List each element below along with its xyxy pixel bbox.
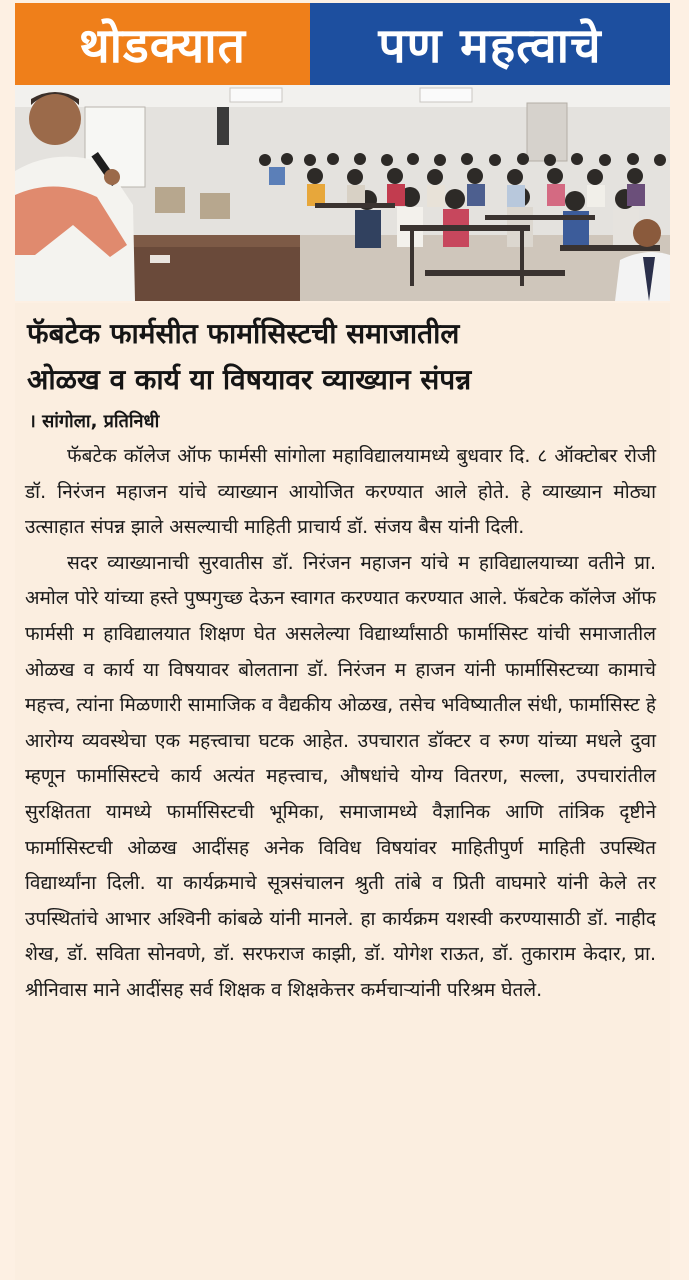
section-banner bbox=[15, 3, 670, 85]
banner-left-block bbox=[15, 3, 310, 85]
banner-left-text: थोडक्यात bbox=[78, 17, 247, 74]
article-headline bbox=[27, 311, 658, 403]
news-photo bbox=[15, 85, 670, 301]
article-body bbox=[25, 439, 656, 1009]
banner-right-text: पण महत्वाचे bbox=[378, 17, 602, 74]
paragraph-2: सदर व्याख्यानाची सुरवातीस डॉ. निरंजन महाजन यांचे म हाविद्यालयाच्या वतीने प्रा. अमोल पोरे यांच्या हस्ते पुष्पगुच्छ देऊन स्वागत करण्यात करण्यात आले. फॅबटेक कॉलेज ऑफ फार्मसी म हाविद्यालयात शिक्षण घेत असलेल्या विद्यार्थ्यांसाठी फार्मासिस्ट यांची समाजातील ओळख व कार्य या विषयावर बोलताना डॉ. निरंजन म हाजन यांनी फार्मासिस्टच्या कामाचे महत्त्व, त्यांना मिळणारी सामाजिक व वैद्यकीय ओळख, तसेच भविष्यातील संधी, फार्मासिस्ट हे आरोग्य व्यवस्थेचा एक महत्त्वाचा घटक आहेत. उपचारात डॉक्टर व रुग्ण यांच्या मधले दुवा म्हणून फार्मासिस्टचे कार्य अत्यंत महत्त्वाच, औषधांचे योग्य वितरण, सल्ला, उपचारांतील सुरक्षितता यामध्ये फार्मासिस्टची भूमिका, समाजामध्ये वैज्ञानिक आणि तांत्रिक दृष्टीने फार्मासिस्टची ओळख आदींसह अनेक विविध विषयांवर माहितीपुर्ण माहिती उपस्थित विद्यार्थ्यांना दिली. या कार्यक्रमाचे सूत्रसंचालन श्रुती तांबे व प्रिती वाघमारे यांनी केले तर उपस्थितांचे आभार अश्विनी कांबळे यांनी मानले. हा कार्यक्रम यशस्वी करण्यासाठी डॉ. नाहीद शेख, डॉ. सविता सोनवणे, डॉ. सरफराज काझी, डॉ. योगेश राऊत, डॉ. तुकाराम केदार, प्रा. श्रीनिवास माने आदींसह सर्व शिक्षक व शिक्षकेत्तर कर्मचाऱ्यांनी परिश्रम घेतले. bbox=[25, 551, 657, 1001]
headline-line-1: फॅबटेक फार्मसीत फार्मासिस्टची समाजातील bbox=[27, 317, 460, 350]
banner-right-block bbox=[310, 3, 670, 85]
paragraph-1: फॅबटेक कॉलेज ऑफ फार्मसी सांगोला महाविद्यालयामध्ये बुधवार दि. ८ ऑक्टोबर रोजी डॉ. निरंजन महाजन यांचे व्याख्यान आयोजित करण्यात आले होते. हे व्याख्यान मोठ्या उत्साहात संपन्न झाले असल्याची माहिती प्राचार्य डॉ. संजय बैस यांनी दिली. bbox=[25, 445, 656, 539]
headline-line-2: ओळख व कार्य या विषयावर व्याख्यान संपन्न bbox=[27, 363, 472, 396]
podium bbox=[130, 235, 300, 301]
article bbox=[15, 303, 670, 1280]
lecture-hall-illustration bbox=[15, 85, 670, 301]
dateline: । सांगोला, प्रतिनिधी bbox=[29, 411, 160, 432]
